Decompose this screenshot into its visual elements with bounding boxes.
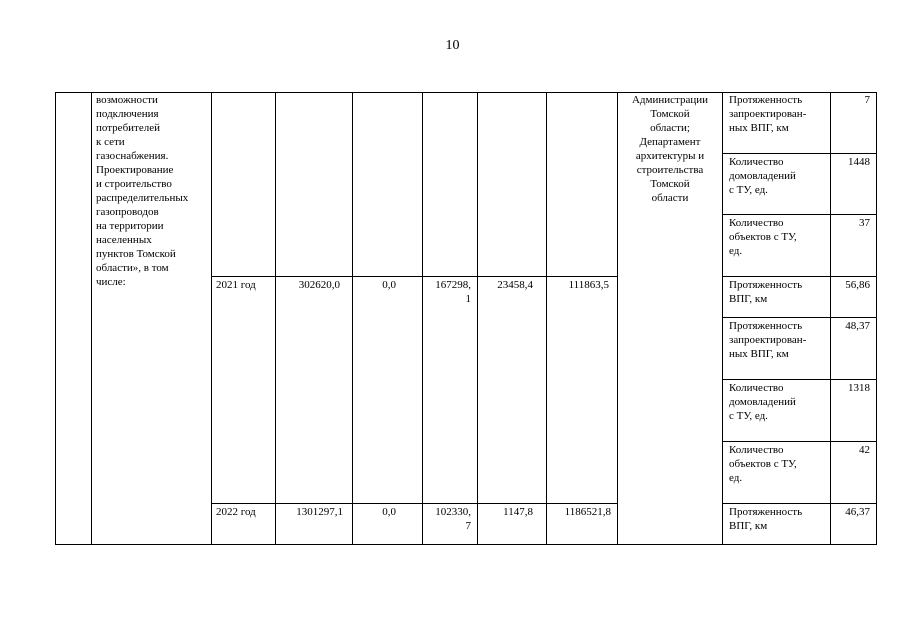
indicator-value: 1448	[848, 156, 870, 168]
local-amount: 1147,8	[503, 506, 533, 518]
col-divider	[422, 92, 423, 545]
page-number: 10	[445, 38, 460, 53]
federal-amount: 0,0	[382, 279, 396, 291]
col-divider	[477, 92, 478, 545]
regional-amount: 102330, 7	[435, 506, 471, 532]
indicator-divider	[722, 379, 876, 380]
extra-budget-amount: 111863,5	[568, 279, 609, 291]
col-divider	[91, 92, 92, 545]
indicator-name: Количество объектов с ТУ, ед.	[729, 444, 797, 484]
indicator-name: Протяженность запроектирован- ных ВПГ, км	[729, 320, 807, 360]
table-left-border	[55, 92, 56, 545]
col-divider	[546, 92, 547, 545]
indicator-value: 42	[859, 444, 870, 456]
row-divider-2022	[211, 503, 617, 504]
indicator-name: Протяженность запроектирован- ных ВПГ, км	[729, 94, 807, 134]
executor-text: Администрации Томской области; Департамент архитектуры и строительства Томской области	[631, 94, 709, 204]
indicator-divider	[722, 503, 876, 504]
col-divider	[275, 92, 276, 545]
local-amount: 23458,4	[497, 279, 533, 291]
indicator-divider	[722, 276, 876, 277]
col-divider	[211, 92, 212, 545]
table-right-border	[876, 92, 877, 545]
col-divider	[352, 92, 353, 545]
total-amount: 1301297,1	[296, 506, 343, 518]
regional-amount: 167298, 1	[435, 279, 471, 305]
year-label: 2022 год	[216, 506, 256, 518]
table-bottom-border	[55, 544, 877, 545]
total-amount: 302620,0	[298, 279, 340, 291]
indicator-name: Протяженность ВПГ, км	[729, 279, 803, 305]
year-label: 2021 год	[216, 279, 256, 291]
indicator-value: 48,37	[845, 320, 870, 332]
indicator-divider	[722, 214, 876, 215]
activity-description: возможности подключения потребителей к сети газоснабжения. Проектирование и строительство распределительных газопроводов на территории населенных пунктов Томской области», в том числе:	[96, 94, 189, 288]
federal-amount: 0,0	[382, 506, 396, 518]
indicator-name: Количество домовладений с ТУ, ед.	[729, 382, 796, 422]
indicator-divider	[722, 317, 876, 318]
col-divider	[722, 92, 723, 545]
extra-budget-amount: 1186521,8	[564, 506, 611, 518]
indicator-value: 46,37	[845, 506, 870, 518]
indicator-value: 7	[864, 94, 870, 106]
indicator-value: 1318	[848, 382, 870, 394]
indicator-divider	[722, 153, 876, 154]
indicator-value: 56,86	[845, 279, 870, 291]
col-divider	[617, 92, 618, 545]
indicator-divider	[722, 441, 876, 442]
indicator-name: Количество объектов с ТУ, ед.	[729, 217, 797, 257]
row-divider-2021	[211, 276, 617, 277]
indicator-name: Протяженность ВПГ, км	[729, 506, 803, 532]
col-divider	[830, 92, 831, 545]
indicator-name: Количество домовладений с ТУ, ед.	[729, 156, 796, 196]
indicator-value: 37	[859, 217, 870, 229]
